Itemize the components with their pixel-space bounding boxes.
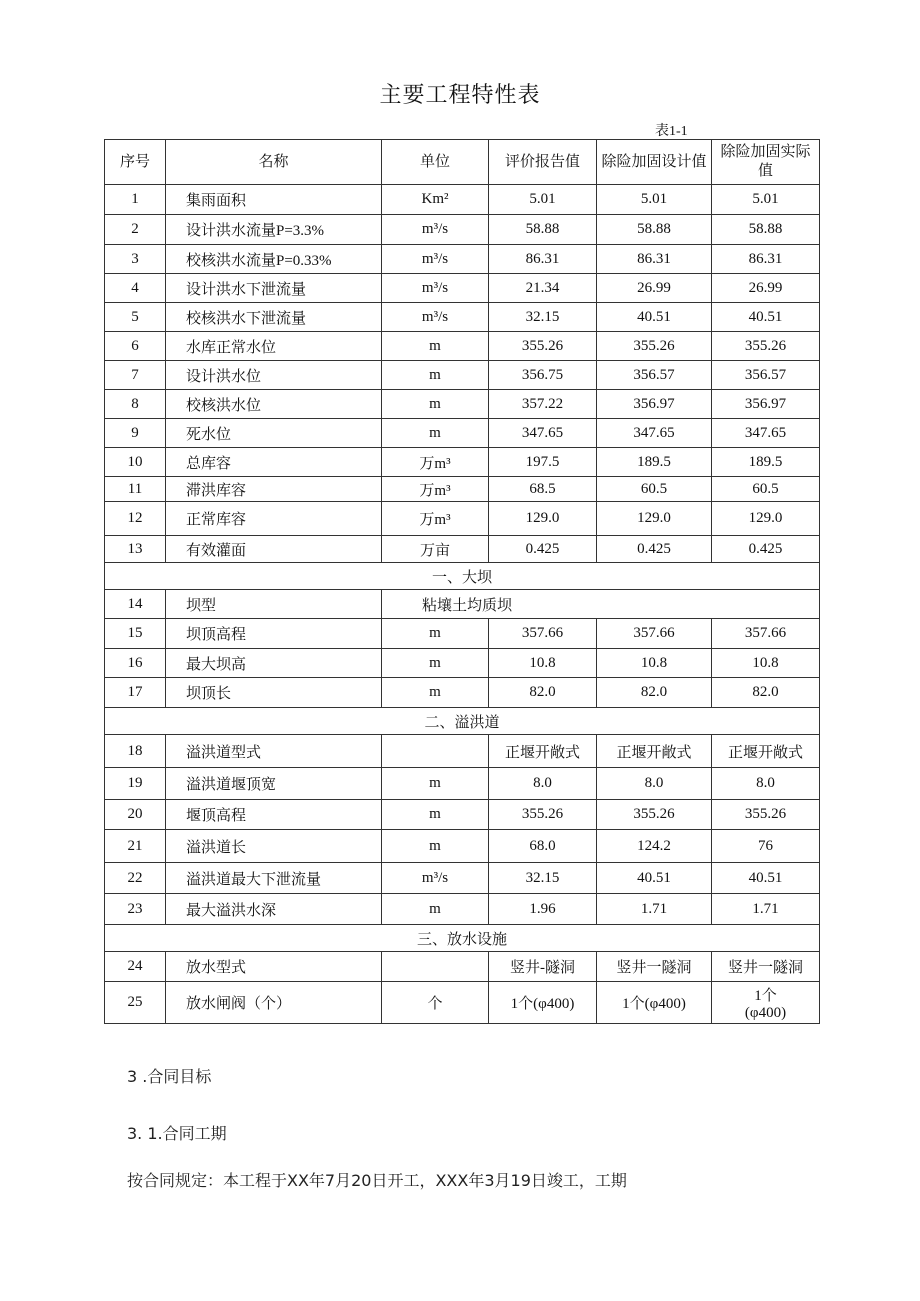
table-row [105,982,820,1024]
table-row [105,448,820,477]
row-actual-value: 355.26 [712,800,820,830]
row-design-value: 355.26 [597,332,712,361]
table-row [105,678,820,708]
row-actual-value: 40.51 [712,303,820,332]
row-eval-value: 355.26 [489,332,597,361]
row-actual-value: 1.71 [712,894,820,925]
row-design-value: 1.71 [597,894,712,925]
table-row [105,952,820,982]
table-row [105,477,820,502]
row-design-value: 40.51 [597,863,712,894]
header-unit: 单位 [382,140,489,185]
row-unit: m [382,894,489,925]
row-no: 19 [105,768,166,800]
row-unit: m [382,768,489,800]
row-eval-value: 129.0 [489,502,597,536]
row-no: 2 [105,215,166,245]
table-row [105,863,820,894]
row-actual-value: 129.0 [712,502,820,536]
table-row [105,303,820,332]
table-row [105,768,820,800]
row-name: 水库正常水位 [166,332,382,361]
table-header-row [105,140,820,185]
row-actual-value: 10.8 [712,649,820,678]
row-unit: m [382,361,489,390]
row-unit: 万m³ [382,477,489,502]
row-design-value: 8.0 [597,768,712,800]
row-unit: m [382,619,489,649]
header-eval-value: 评价报告值 [489,140,597,185]
row-design-value: 129.0 [597,502,712,536]
row-no: 3 [105,245,166,274]
row-name: 放水闸阀（个） [166,982,382,1024]
row-eval-value: 正堰开敞式 [489,735,597,768]
row-name: 滞洪库容 [166,477,382,502]
row-no: 16 [105,649,166,678]
table-row [105,619,820,649]
row-name: 溢洪道最大下泄流量 [166,863,382,894]
row-no: 14 [105,590,166,619]
row-eval-value: 5.01 [489,185,597,215]
row-actual-value: 1个 (φ400) [712,982,820,1024]
row-eval-value: 8.0 [489,768,597,800]
row-no: 12 [105,502,166,536]
row-design-value: 357.66 [597,619,712,649]
row-unit: 个 [382,982,489,1024]
row-eval-value: 197.5 [489,448,597,477]
table-row [105,894,820,925]
row-name: 坝型 [166,590,382,619]
row-no: 23 [105,894,166,925]
row-name: 集雨面积 [166,185,382,215]
page-title: 主要工程特性表 [379,82,541,107]
row-design-value: 355.26 [597,800,712,830]
row-name: 校核洪水位 [166,390,382,419]
row-no: 1 [105,185,166,215]
row-actual-value: 355.26 [712,332,820,361]
row-no: 22 [105,863,166,894]
table-row [105,215,820,245]
row-name: 死水位 [166,419,382,448]
row-no: 21 [105,830,166,863]
row-actual-value: 347.65 [712,419,820,448]
row-actual-value: 76 [712,830,820,863]
row-design-value: 347.65 [597,419,712,448]
row-design-value: 竖井一隧洞 [597,952,712,982]
section-heading-contract-period: 3. 1.合同工期 [127,1124,227,1143]
row-actual-value: 189.5 [712,448,820,477]
row-eval-value: 68.0 [489,830,597,863]
table-row [105,502,820,536]
row-design-value: 5.01 [597,185,712,215]
row-name: 溢洪道长 [166,830,382,863]
row-design-value: 0.425 [597,536,712,563]
row-design-value: 82.0 [597,678,712,708]
row-unit: m³/s [382,303,489,332]
row-unit: m³/s [382,215,489,245]
row-name: 最大溢洪水深 [166,894,382,925]
row-unit: m³/s [382,274,489,303]
row-no: 20 [105,800,166,830]
row-actual-value: 60.5 [712,477,820,502]
row-eval-value: 82.0 [489,678,597,708]
row-eval-value: 32.15 [489,303,597,332]
row-no: 15 [105,619,166,649]
section-title: 三、放水设施 [105,925,820,952]
row-actual-value: 58.88 [712,215,820,245]
row-unit: m [382,830,489,863]
table-row [105,800,820,830]
row-actual-value: 26.99 [712,274,820,303]
row-name: 放水型式 [166,952,382,982]
row-actual-value: 357.66 [712,619,820,649]
row-unit: m [382,332,489,361]
row-no: 17 [105,678,166,708]
row-design-value: 58.88 [597,215,712,245]
table-row [105,245,820,274]
row-design-value: 26.99 [597,274,712,303]
section-heading-contract-target: 3 .合同目标 [127,1067,212,1086]
row-no: 8 [105,390,166,419]
section-title: 一、大坝 [105,563,820,590]
row-no: 6 [105,332,166,361]
row-actual-value: 86.31 [712,245,820,274]
header-actual-value: 除险加固实际值 [712,140,820,185]
row-design-value: 1个(φ400) [597,982,712,1024]
contract-period-text: 按合同规定：本工程于XX年7月20日开工，XXX年3月19日竣工，工期 [127,1171,627,1190]
row-name: 溢洪道堰顶宽 [166,768,382,800]
header-name: 名称 [166,140,382,185]
row-unit: m³/s [382,863,489,894]
table-row [105,419,820,448]
row-no: 7 [105,361,166,390]
row-actual-value: 8.0 [712,768,820,800]
characteristics-table [104,139,820,1024]
row-name: 校核洪水流量P=0.33% [166,245,382,274]
section-title: 二、溢洪道 [105,708,820,735]
row-unit: 万m³ [382,448,489,477]
row-design-value: 86.31 [597,245,712,274]
row-design-value: 356.97 [597,390,712,419]
dam-type-value: 粘壤土均质坝 [382,590,820,619]
row-unit: m [382,678,489,708]
row-actual-value: 356.57 [712,361,820,390]
row-eval-value: 1.96 [489,894,597,925]
section-row [105,563,820,590]
row-unit: m [382,390,489,419]
row-unit: Km² [382,185,489,215]
row-name: 最大坝高 [166,649,382,678]
row-eval-value: 347.65 [489,419,597,448]
row-actual-value: 82.0 [712,678,820,708]
table-row [105,185,820,215]
row-design-value: 60.5 [597,477,712,502]
row-eval-value: 1个(φ400) [489,982,597,1024]
row-no: 11 [105,477,166,502]
row-name: 设计洪水流量P=3.3% [166,215,382,245]
row-name: 溢洪道型式 [166,735,382,768]
table-row [105,536,820,563]
row-eval-value: 357.22 [489,390,597,419]
row-no: 4 [105,274,166,303]
table-row [105,274,820,303]
row-design-value: 10.8 [597,649,712,678]
row-name: 校核洪水下泄流量 [166,303,382,332]
table-row [105,830,820,863]
row-unit: m³/s [382,245,489,274]
row-no: 13 [105,536,166,563]
row-actual-value: 正堰开敞式 [712,735,820,768]
row-unit: 万亩 [382,536,489,563]
table-row [105,361,820,390]
table-row [105,735,820,768]
header-design-value: 除险加固设计值 [597,140,712,185]
row-name: 有效灌面 [166,536,382,563]
row-actual-value: 40.51 [712,863,820,894]
row-unit [382,952,489,982]
section-row [105,708,820,735]
table-row [105,649,820,678]
row-no: 5 [105,303,166,332]
row-no: 18 [105,735,166,768]
row-actual-value: 竖井一隧洞 [712,952,820,982]
row-eval-value: 68.5 [489,477,597,502]
row-eval-value: 58.88 [489,215,597,245]
row-design-value: 356.57 [597,361,712,390]
row-no: 9 [105,419,166,448]
row-design-value: 正堰开敞式 [597,735,712,768]
table-row [105,332,820,361]
row-name: 设计洪水下泄流量 [166,274,382,303]
row-eval-value: 357.66 [489,619,597,649]
row-eval-value: 10.8 [489,649,597,678]
row-eval-value: 86.31 [489,245,597,274]
row-eval-value: 32.15 [489,863,597,894]
row-unit [382,735,489,768]
row-actual-value: 356.97 [712,390,820,419]
row-unit: 万m³ [382,502,489,536]
table-number: 表1-1 [655,124,688,139]
row-no: 25 [105,982,166,1024]
row-unit: m [382,649,489,678]
row-name: 总库容 [166,448,382,477]
row-eval-value: 0.425 [489,536,597,563]
row-unit: m [382,800,489,830]
row-design-value: 40.51 [597,303,712,332]
row-no: 10 [105,448,166,477]
row-eval-value: 356.75 [489,361,597,390]
section-row [105,925,820,952]
row-name: 正常库容 [166,502,382,536]
row-no: 24 [105,952,166,982]
table-row [105,590,820,619]
table-row [105,390,820,419]
row-eval-value: 355.26 [489,800,597,830]
row-name: 堰顶高程 [166,800,382,830]
row-name: 设计洪水位 [166,361,382,390]
row-eval-value: 21.34 [489,274,597,303]
row-unit: m [382,419,489,448]
row-actual-value: 0.425 [712,536,820,563]
row-design-value: 124.2 [597,830,712,863]
header-no: 序号 [105,140,166,185]
row-name: 坝顶长 [166,678,382,708]
row-name: 坝顶高程 [166,619,382,649]
row-eval-value: 竖井-隧洞 [489,952,597,982]
row-design-value: 189.5 [597,448,712,477]
row-actual-value: 5.01 [712,185,820,215]
